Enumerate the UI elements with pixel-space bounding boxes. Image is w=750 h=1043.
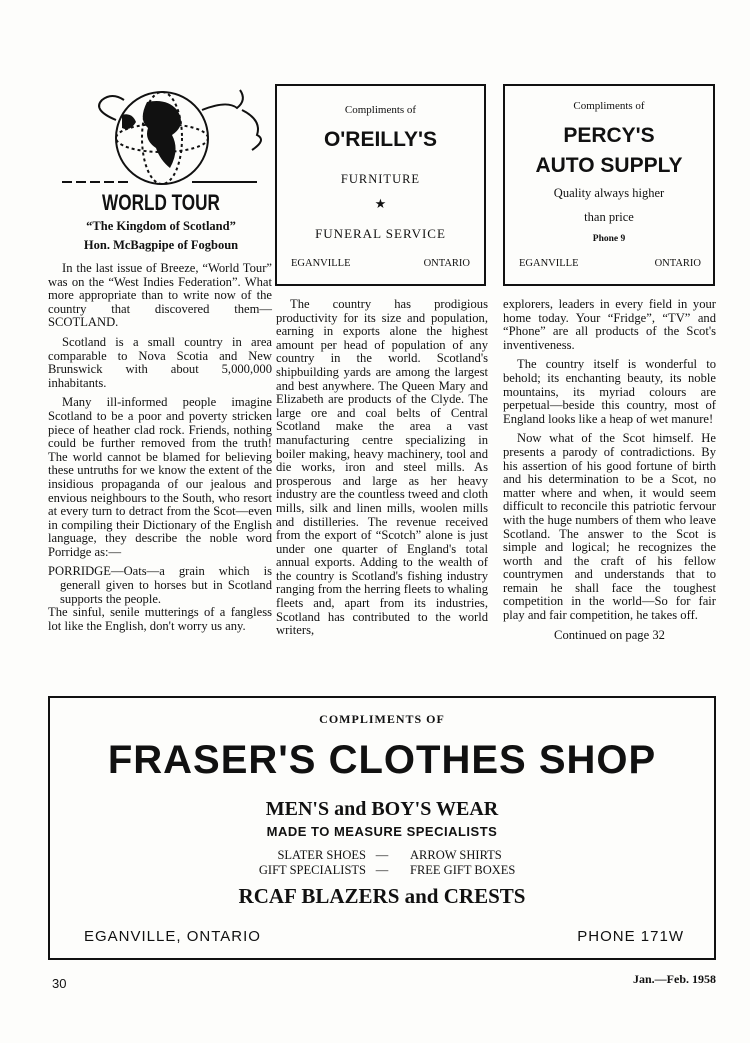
offer-text: SLATER SHOES [277,848,366,862]
province: ONTARIO [423,258,470,269]
oreilly-ad [275,84,486,286]
article-subtitle: “The Kingdom of Scotland” [86,219,236,233]
province: ONTARIO [654,258,701,269]
fraser-ad [48,696,716,960]
offer-text: FREE GIFT BOXES [410,863,516,877]
dash: — [375,848,389,862]
town: EGANVILLE [291,258,351,269]
article-author: Hon. McBagpipe of Fogboun [83,238,239,252]
paragraph: Many ill-informed people imagine Scotland to be a poor and poverty stricken piece of heather clad rock. Friends, nothing could be further removed from the truth! The world cannot be blamed for believing these untruths for we know the extent of the insidious propaganda of our jealous and envious neighbours to the South, who resort at every turn to detract from the Scot—even in compiling their Dictionary of the English language, they describe the noble word Porridge as:— [48,395,272,559]
location: EGANVILLE, ONTARIO [84,928,261,945]
town: EGANVILLE [519,258,579,269]
paragraph: In the last issue of Breeze, “World Tour” was on the “West Indies Federation”. What more appropriate than to write now of the country that discovered them— SCOTLAND. [48,261,272,330]
phone-number: PHONE 171W [577,928,684,945]
blazers-line: RCAF BLAZERS and CRESTS [238,884,526,908]
paragraph: The sinful, senile mutterings of a fangless lot like the English, don't worry us any. [48,605,272,633]
middle-column [276,298,488,644]
paragraph: Scotland is a small country in area comparable to Nova Scotia and New Brunswick with about 5,000,000 inhabitants. [48,334,272,390]
business-line: FURNITURE [340,172,421,186]
right-column [503,298,716,648]
business-name: O'REILLY'S [323,128,438,151]
article-title: WORLD TOUR [102,190,220,215]
wear-line: MEN'S and BOY'S WEAR [265,798,499,820]
star-icon: ★ [374,196,387,211]
dash: — [375,863,389,877]
compliments-text: COMPLIMENTS OF [319,712,445,726]
left-column [48,262,272,639]
issue-date: Jan.—Feb. 1958 [632,972,716,986]
tagline: than price [584,210,634,224]
paragraph: explorers, leaders in every field in your home today. Your “Fridge”, “TV” and “Phone” are all products of the Scot's inventiveness. [503,297,716,352]
tagline: Quality always higher [553,186,665,200]
page-number: 30 [52,976,67,991]
compliments-text: Compliments of [344,104,417,116]
specialists-line: MADE TO MEASURE SPECIALISTS [266,824,498,839]
business-name: PERCY'S [563,124,655,147]
business-name: AUTO SUPPLY [535,154,683,177]
paragraph: Now what of the Scot himself. He presents a parody of contradictions. By his assertion of his good fortune of birth and his determination to be a Scot, no matter where and when, it would seem difficult to reconcile this patriotic fervour with the huge numbers of them who leave Scotland. The answer to the Scot is simple and logical; he recognizes the worth and the craft of his fellow countrymen and understands that to remain he shall face the toughest competition in the world—So for fair play and fair competition, he takes off. [503,431,716,623]
paragraph: PORRIDGE—Oats—a grain which is generall given to horses but in Scotland supports the people. [48,564,272,606]
business-line: FUNERAL SERVICE [315,226,446,241]
paragraph: The country itself is wonderful to behold; its enchanting beauty, its noble mountains, its myriad colours are perpetual—beside this country, most of England looks like a heap of wet manure! [503,357,716,426]
offer-text: GIFT SPECIALISTS [258,863,366,877]
globe-illustration [52,80,272,190]
offer-text: ARROW SHIRTS [410,848,502,862]
business-name: FRASER'S CLOTHES SHOP [107,738,657,782]
compliments-text: Compliments of [573,100,645,112]
paragraph: The country has prodigious productivity for its size and population, earning in exports alone the highest amount per head of population of any country in the world. Scotland's shipbuilding yards are among the largest and best anywhere. The Queen Mary and Elizabeth are products of the Clyde. The large ore and coal belts of Central Scotland make the area a vast manufacturing centre specializing in boiler making, heavy machinery, tool and die works, iron and steel mills. As prosperous and large as her heavy industry are the countless tweed and cloth mills, silk and linen mills, woolen mills and distilleries. The revenue received from the export of “Scotch” alone is just under one quarter of England's total annual exports. Adding to the wealth of the country is Scotland's fishing industry ranging from the herring fleets to whaling fleets and, apart from its industries, Scotland has contributed to the world writers, [276,297,488,638]
continued-note: Continued on page 32 [554,627,665,642]
percy-ad [503,84,715,286]
phone-number: Phone 9 [592,234,626,244]
world-tour-heading [52,190,270,216]
